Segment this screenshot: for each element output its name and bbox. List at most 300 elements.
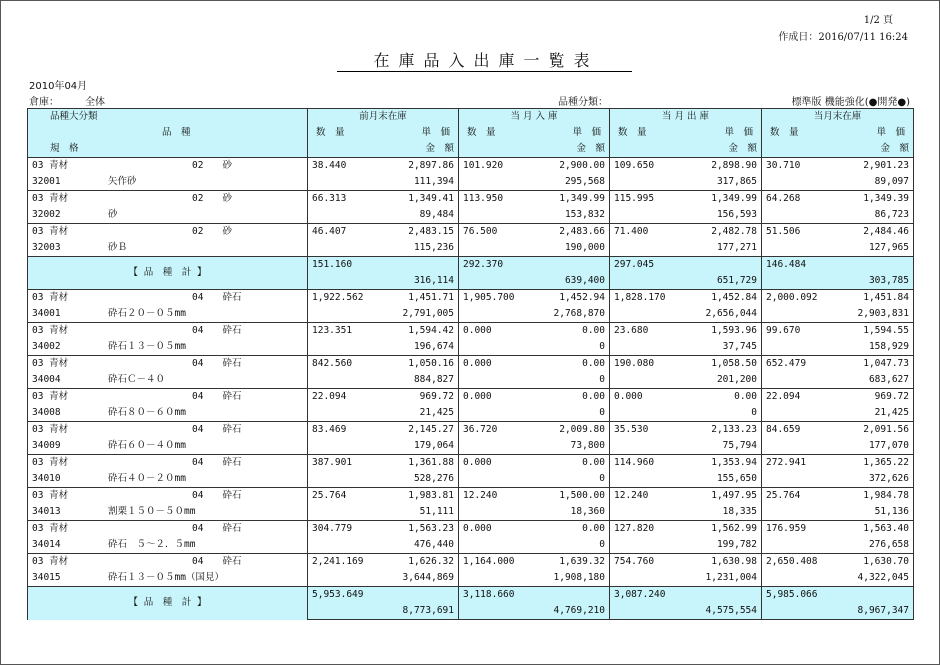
item-kind: 04 砕石 (192, 556, 242, 567)
category-major: 03 青材 (32, 556, 69, 567)
table-row (28, 339, 914, 356)
amount-value: 683,627 (762, 372, 914, 389)
item-code: 32003 (32, 242, 61, 253)
item-code: 34014 (32, 539, 61, 550)
qty-price-cell (308, 224, 459, 241)
qty-price-cell (762, 554, 914, 571)
qty-price-cell (762, 389, 914, 406)
item-code: 34002 (32, 341, 61, 352)
qty-price-cell (308, 488, 459, 505)
header-qty-price-cell (762, 125, 914, 141)
subtotal-amount: 639,400 (459, 273, 610, 290)
table-row (28, 488, 914, 505)
table-row (28, 158, 914, 175)
table-row (28, 554, 914, 571)
quantity-value: 0.000 (463, 325, 492, 336)
amount-value: 51,111 (308, 504, 459, 521)
table-row (28, 570, 914, 587)
unit-price-value: 1,983.81 (408, 490, 454, 501)
unit-price-value: 1,451.84 (863, 292, 909, 303)
category-cell (28, 158, 308, 175)
header-item: 品 種 (162, 127, 191, 138)
item-code: 34009 (32, 440, 61, 451)
header-spec: 規 格 (50, 143, 79, 154)
quantity-value: 83.469 (312, 424, 347, 435)
category-major: 03 青材 (32, 325, 69, 336)
unit-price-value: 0.00 (582, 457, 605, 468)
unit-price-value: 1,984.78 (863, 490, 909, 501)
report-period: 2010年04月 (29, 81, 88, 92)
category-cell (28, 191, 308, 208)
header-group-end: 当月末在庫 (762, 109, 914, 126)
unit-price-value: 2,009.80 (559, 424, 605, 435)
unit-price-value: 1,563.23 (408, 523, 454, 534)
table-row (28, 240, 914, 257)
amount-value: 111,394 (308, 174, 459, 191)
category-major: 03 青材 (32, 193, 69, 204)
category-cell (28, 389, 308, 406)
item-name: 砕石Ｃ－４０ (108, 374, 166, 385)
amount-value: 177,271 (610, 240, 762, 257)
category-cell (28, 224, 308, 241)
qty-price-cell (762, 455, 914, 472)
qty-price-cell (308, 158, 459, 175)
inventory-table (27, 108, 914, 620)
subtotal-quantity: 297.045 (610, 257, 762, 274)
quantity-value: 304.779 (312, 523, 353, 534)
qty-price-cell (610, 224, 762, 241)
header-group-out: 当 月 出 庫 (610, 109, 762, 126)
header-qty-price-cell (610, 125, 762, 141)
category-major: 03 青材 (32, 160, 69, 171)
quantity-value: 22.094 (312, 391, 347, 402)
item-code: 34015 (32, 572, 61, 583)
qty-price-cell (459, 488, 610, 505)
quantity-value: 0.000 (463, 523, 492, 534)
table-row (28, 372, 914, 389)
category-cell (28, 356, 308, 373)
quantity-value: 1,828.170 (614, 292, 666, 303)
amount-value: 153,832 (459, 207, 610, 224)
unit-price-value: 1,593.96 (711, 325, 757, 336)
item-name: 矢作砂 (108, 176, 137, 187)
page-number: 1/2 頁 (863, 15, 893, 26)
item-name: 割栗１５０－５０mm (108, 506, 196, 517)
quantity-value: 842.560 (312, 358, 353, 369)
unit-price-value: 0.00 (582, 358, 605, 369)
subtotal-quantity: 3,118.660 (459, 587, 610, 604)
inventory-table-body (28, 109, 914, 620)
unit-price-value: 2,482.78 (711, 226, 757, 237)
category-major: 03 青材 (32, 523, 69, 534)
quantity-value: 0.000 (463, 457, 492, 468)
unit-price-value: 0.00 (582, 523, 605, 534)
quantity-value: 46.407 (312, 226, 347, 237)
quantity-value: 190.080 (614, 358, 655, 369)
header-group-in: 当 月 入 庫 (459, 109, 610, 126)
header-amount: 金 額 (308, 141, 459, 158)
item-code: 34010 (32, 473, 61, 484)
header-category-cell (28, 109, 308, 126)
quantity-value: 2,000.092 (766, 292, 818, 303)
item-code: 34001 (32, 308, 61, 319)
unit-price-value: 2,133.23 (711, 424, 757, 435)
unit-price-value: 1,365.22 (863, 457, 909, 468)
header-row (28, 141, 914, 158)
edition-label: 標準版 機能強化(●開発●) (791, 97, 910, 108)
header-price: 単 価 (724, 127, 753, 138)
amount-value: 2,768,870 (459, 306, 610, 323)
unit-price-value: 1,058.50 (711, 358, 757, 369)
qty-price-cell (762, 488, 914, 505)
amount-value: 0 (459, 405, 610, 422)
qty-price-cell (610, 323, 762, 340)
quantity-value: 25.764 (312, 490, 347, 501)
category-label: 品種分類： (558, 97, 608, 108)
amount-value: 0 (610, 405, 762, 422)
created-date: 作成日：2016/07/11 16:24 (778, 32, 908, 43)
header-qty-price-cell (308, 125, 459, 141)
quantity-value: 1,922.562 (312, 292, 364, 303)
quantity-value: 387.901 (312, 457, 353, 468)
item-code: 32002 (32, 209, 61, 220)
item-cell (28, 306, 308, 323)
unit-price-value: 1,349.39 (863, 193, 909, 204)
table-row (28, 191, 914, 208)
item-kind: 04 砕石 (192, 457, 242, 468)
amount-value: 73,800 (459, 438, 610, 455)
quantity-value: 64.268 (766, 193, 801, 204)
header-amount: 金 額 (459, 141, 610, 158)
item-code: 32001 (32, 176, 61, 187)
category-cell (28, 422, 308, 439)
quantity-value: 272.941 (766, 457, 807, 468)
quantity-value: 12.240 (463, 490, 498, 501)
item-cell (28, 405, 308, 422)
amount-value: 0 (459, 471, 610, 488)
header-price: 単 価 (421, 127, 450, 138)
amount-value: 4,322,045 (762, 570, 914, 587)
amount-value: 0 (459, 339, 610, 356)
title-underline (337, 71, 632, 72)
header-qty: 数 量 (770, 127, 799, 138)
subtotal-amount: 316,114 (308, 273, 459, 290)
category-major: 03 青材 (32, 490, 69, 501)
subtotal-quantity: 3,087.240 (610, 587, 762, 604)
amount-value: 158,929 (762, 339, 914, 356)
item-kind: 02 砂 (192, 160, 232, 171)
amount-value: 177,070 (762, 438, 914, 455)
item-kind: 02 砂 (192, 193, 232, 204)
item-name: 砕石１３－０５mm (108, 341, 186, 352)
header-qty: 数 量 (467, 127, 496, 138)
item-cell (28, 174, 308, 191)
amount-value: 2,656,044 (610, 306, 762, 323)
subtotal-quantity: 5,953.649 (308, 587, 459, 604)
category-cell (28, 488, 308, 505)
quantity-value: 84.659 (766, 424, 801, 435)
item-code: 34008 (32, 407, 61, 418)
qty-price-cell (610, 356, 762, 373)
amount-value: 155,650 (610, 471, 762, 488)
header-amount: 金 額 (762, 141, 914, 158)
quantity-value: 0.000 (463, 358, 492, 369)
amount-value: 1,231,004 (610, 570, 762, 587)
amount-value: 37,745 (610, 339, 762, 356)
quantity-value: 176.959 (766, 523, 807, 534)
qty-price-cell (762, 191, 914, 208)
amount-value: 86,723 (762, 207, 914, 224)
quantity-value: 0.000 (614, 391, 643, 402)
qty-price-cell (308, 191, 459, 208)
header-price: 単 価 (572, 127, 601, 138)
qty-price-cell (459, 191, 610, 208)
amount-value: 0 (459, 537, 610, 554)
unit-price-value: 1,630.98 (711, 556, 757, 567)
item-name: 砂 (108, 209, 118, 220)
quantity-value: 66.313 (312, 193, 347, 204)
unit-price-value: 2,484.46 (863, 226, 909, 237)
item-kind: 04 砕石 (192, 391, 242, 402)
qty-price-cell (610, 554, 762, 571)
quantity-value: 1,164.000 (463, 556, 515, 567)
header-price: 単 価 (876, 127, 905, 138)
table-row (28, 422, 914, 439)
unit-price-value: 2,483.15 (408, 226, 454, 237)
subtotal-label: 【 品 種 計 】 (28, 587, 308, 620)
item-cell (28, 339, 308, 356)
unit-price-value: 0.00 (734, 391, 757, 402)
quantity-value: 113.950 (463, 193, 504, 204)
table-row (28, 174, 914, 191)
amount-value: 89,484 (308, 207, 459, 224)
unit-price-value: 1,630.70 (863, 556, 909, 567)
item-kind: 04 砕石 (192, 292, 242, 303)
unit-price-value: 1,497.95 (711, 490, 757, 501)
item-name: 砕石１３－０５mm（国見） (108, 572, 224, 583)
amount-value: 156,593 (610, 207, 762, 224)
table-row (28, 471, 914, 488)
unit-price-value: 1,349.41 (408, 193, 454, 204)
amount-value: 21,425 (762, 405, 914, 422)
subtotal-quantity: 151.160 (308, 257, 459, 274)
unit-price-value: 2,091.56 (863, 424, 909, 435)
unit-price-value: 1,639.32 (559, 556, 605, 567)
table-row (28, 455, 914, 472)
qty-price-cell (610, 290, 762, 307)
amount-value: 295,568 (459, 174, 610, 191)
item-name: 砕石４０－２０mm (108, 473, 186, 484)
unit-price-value: 0.00 (582, 325, 605, 336)
amount-value: 884,827 (308, 372, 459, 389)
qty-price-cell (459, 554, 610, 571)
table-row (28, 207, 914, 224)
amount-value: 1,908,180 (459, 570, 610, 587)
header-qty: 数 量 (618, 127, 647, 138)
amount-value: 75,794 (610, 438, 762, 455)
unit-price-value: 1,452.94 (559, 292, 605, 303)
table-row (28, 537, 914, 554)
quantity-value: 99.670 (766, 325, 801, 336)
quantity-value: 35.530 (614, 424, 649, 435)
quantity-value: 1,905.700 (463, 292, 515, 303)
item-kind: 04 砕石 (192, 358, 242, 369)
amount-value: 2,791,005 (308, 306, 459, 323)
qty-price-cell (459, 290, 610, 307)
item-name: 砕石６０－４０mm (108, 440, 186, 451)
item-name: 砕石８０－６０mm (108, 407, 186, 418)
qty-price-cell (308, 323, 459, 340)
unit-price-value: 1,594.42 (408, 325, 454, 336)
amount-value: 2,903,831 (762, 306, 914, 323)
table-row (28, 504, 914, 521)
table-row (28, 323, 914, 340)
quantity-value: 12.240 (614, 490, 649, 501)
quantity-value: 101.920 (463, 160, 504, 171)
qty-price-cell (610, 158, 762, 175)
quantity-value: 652.479 (766, 358, 807, 369)
qty-price-cell (459, 422, 610, 439)
unit-price-value: 2,900.00 (559, 160, 605, 171)
category-major: 03 青材 (32, 226, 69, 237)
quantity-value: 76.500 (463, 226, 498, 237)
amount-value: 476,440 (308, 537, 459, 554)
subtotal-amount: 8,967,347 (762, 603, 914, 620)
table-row (28, 224, 914, 241)
item-name: 砂Ｂ (108, 242, 128, 253)
quantity-value: 51.506 (766, 226, 801, 237)
unit-price-value: 1,349.99 (711, 193, 757, 204)
qty-price-cell (762, 224, 914, 241)
item-cell (28, 240, 308, 257)
quantity-value: 30.710 (766, 160, 801, 171)
item-kind: 04 砕石 (192, 325, 242, 336)
amount-value: 18,360 (459, 504, 610, 521)
subtotal-amount: 303,785 (762, 273, 914, 290)
unit-price-value: 2,897.86 (408, 160, 454, 171)
unit-price-value: 2,901.23 (863, 160, 909, 171)
amount-value: 199,782 (610, 537, 762, 554)
header-group-prev: 前月末在庫 (308, 109, 459, 126)
quantity-value: 2,650.408 (766, 556, 818, 567)
warehouse-label: 倉庫： (29, 97, 59, 108)
unit-price-value: 969.72 (419, 391, 454, 402)
unit-price-value: 1,050.16 (408, 358, 454, 369)
unit-price-value: 1,626.32 (408, 556, 454, 567)
qty-price-cell (459, 158, 610, 175)
header-spec-cell (28, 141, 308, 158)
item-cell (28, 372, 308, 389)
amount-value: 21,425 (308, 405, 459, 422)
category-cell (28, 323, 308, 340)
amount-value: 3,644,869 (308, 570, 459, 587)
warehouse-value: 全体 (85, 97, 105, 108)
qty-price-cell (459, 455, 610, 472)
qty-price-cell (459, 356, 610, 373)
report-title: 在庫品入出庫一覧表 (373, 51, 599, 70)
quantity-value: 123.351 (312, 325, 353, 336)
unit-price-value: 2,898.90 (711, 160, 757, 171)
category-cell (28, 290, 308, 307)
quantity-value: 109.650 (614, 160, 655, 171)
table-row (28, 521, 914, 538)
quantity-value: 38.440 (312, 160, 347, 171)
subtotal-amount: 8,773,691 (308, 603, 459, 620)
amount-value: 179,064 (308, 438, 459, 455)
quantity-value: 114.960 (614, 457, 655, 468)
table-row (28, 306, 914, 323)
subtotal-row (28, 257, 914, 274)
unit-price-value: 1,349.99 (559, 193, 605, 204)
unit-price-value: 1,451.71 (408, 292, 454, 303)
qty-price-cell (459, 521, 610, 538)
table-row (28, 356, 914, 373)
item-name: 砕石２０－０５mm (108, 308, 186, 319)
amount-value: 18,335 (610, 504, 762, 521)
quantity-value: 36.720 (463, 424, 498, 435)
item-kind: 02 砂 (192, 226, 232, 237)
header-row (28, 109, 914, 126)
quantity-value: 25.764 (766, 490, 801, 501)
unit-price-value: 1,452.84 (711, 292, 757, 303)
amount-value: 127,965 (762, 240, 914, 257)
header-qty: 数 量 (316, 127, 345, 138)
category-major: 03 青材 (32, 424, 69, 435)
unit-price-value: 1,353.94 (711, 457, 757, 468)
item-cell (28, 207, 308, 224)
category-major: 03 青材 (32, 358, 69, 369)
amount-value: 51,136 (762, 504, 914, 521)
header-qty-price-cell (459, 125, 610, 141)
qty-price-cell (762, 356, 914, 373)
qty-price-cell (610, 521, 762, 538)
qty-price-cell (762, 521, 914, 538)
unit-price-value: 1,594.55 (863, 325, 909, 336)
qty-price-cell (762, 422, 914, 439)
quantity-value: 22.094 (766, 391, 801, 402)
table-row (28, 290, 914, 307)
item-kind: 04 砕石 (192, 490, 242, 501)
qty-price-cell (610, 455, 762, 472)
amount-value: 89,097 (762, 174, 914, 191)
item-cell (28, 570, 308, 587)
qty-price-cell (308, 389, 459, 406)
quantity-value: 754.760 (614, 556, 655, 567)
subtotal-amount: 4,575,554 (610, 603, 762, 620)
item-kind: 04 砕石 (192, 424, 242, 435)
qty-price-cell (308, 521, 459, 538)
item-kind: 04 砕石 (192, 523, 242, 534)
subtotal-row (28, 587, 914, 604)
amount-value: 0 (459, 372, 610, 389)
unit-price-value: 1,361.88 (408, 457, 454, 468)
unit-price-value: 1,047.73 (863, 358, 909, 369)
table-row (28, 438, 914, 455)
unit-price-value: 0.00 (582, 391, 605, 402)
qty-price-cell (610, 389, 762, 406)
subtotal-quantity: 5,985.066 (762, 587, 914, 604)
header-item-cell (28, 125, 308, 141)
amount-value: 115,236 (308, 240, 459, 257)
subtotal-amount: 651,729 (610, 273, 762, 290)
quantity-value: 127.820 (614, 523, 655, 534)
quantity-value: 71.400 (614, 226, 649, 237)
qty-price-cell (459, 389, 610, 406)
category-major: 03 青材 (32, 391, 69, 402)
unit-price-value: 969.72 (874, 391, 909, 402)
header-category: 品種大分類 (50, 111, 98, 122)
category-major: 03 青材 (32, 292, 69, 303)
